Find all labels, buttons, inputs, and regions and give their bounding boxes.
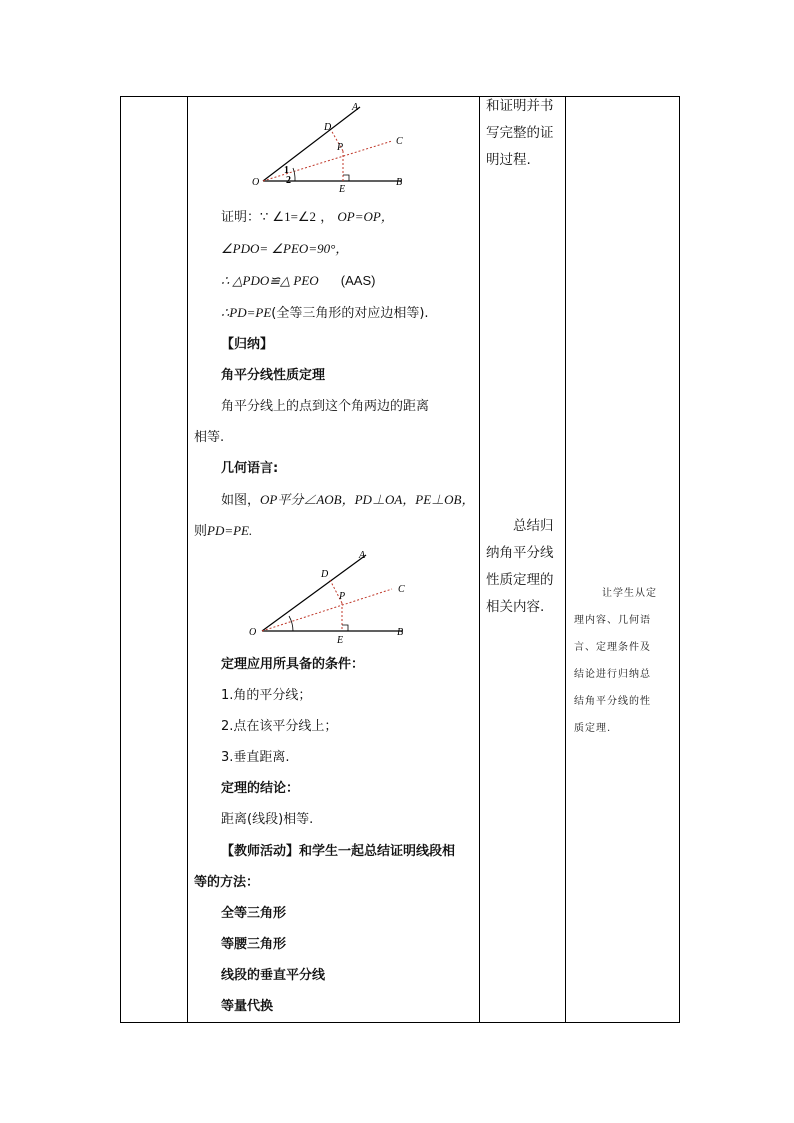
intent-text-line: 质定理. [574,723,612,734]
intent-text-line: 言、定理条件及 [574,642,651,653]
angle-bisector-figure-2 [249,547,415,645]
label-angle-1: 1 [284,165,289,176]
method-item: 等量代换 [221,999,274,1014]
conditions-heading: 定理应用所具备的条件： [221,657,365,672]
proof-angles: ∠1=∠2 [272,209,317,224]
label-a: A [359,550,366,561]
label-p: P [337,142,344,153]
intent-text-line: 理内容、几何语 [574,615,651,626]
proof-reason: (全等三角形的对应边相等). [271,306,429,321]
label-o: O [252,177,260,188]
right-angle-mark [343,175,349,181]
label-d: D [321,569,329,580]
theorem-title: 角平分线性质定理 [221,368,326,383]
student-text-line: 相关内容. [486,599,545,615]
student-text-line: 写完整的证 [486,125,554,141]
label-c: C [398,584,405,595]
label-a: A [352,102,359,113]
student-text-line: 纳角平分线 [486,545,554,561]
proof-label: 证明：∵ [221,210,269,225]
theorem-text-line-1: 角平分线上的点到这个角两边的距离 [221,399,430,414]
label-p: P [339,591,346,602]
design-intent-column [566,97,681,1022]
proof-line-4 [221,304,429,323]
student-text-line: 明过程. [486,152,531,168]
student-activity-column [480,97,565,1022]
proof-op: OP=OP， [337,209,394,224]
label-angle-2: 2 [286,175,291,186]
geometric-language-line-2 [194,522,252,541]
label-b: B [396,177,403,188]
ray-oc [263,141,392,181]
teacher-activity-line-2: 等的方法： [194,875,260,890]
proof-line-2: ∠PDO= ∠PEO=90°， [221,241,349,256]
proof-line-1 [221,208,394,227]
angle-arc [293,168,295,181]
method-item: 等腰三角形 [221,937,287,952]
geo-lang-result: PD=PE. [207,523,253,538]
geometric-language-line-1 [221,491,474,510]
condition-item: 3.垂直距离. [221,750,290,765]
student-text-line: 和证明并书 [486,98,554,114]
geo-lang-prefix: 如图， [221,493,261,508]
condition-item: 2.点在该平分线上； [221,719,338,734]
proof-congruent: ∴ △PDO≌△ PEO [221,273,319,288]
intent-text-line: 让学生从定 [602,588,657,599]
geometric-language-heading: 几何语言: [221,461,279,476]
geo-lang-then: 则 [194,524,208,539]
student-text-line: 总结归 [513,518,554,534]
label-e: E [339,184,346,193]
proof-separator: ， [320,210,334,225]
label-o: O [249,627,257,638]
right-angle-mark [342,625,348,631]
student-text-line: 性质定理的 [486,572,554,588]
condition-item: 1.角的平分线； [221,688,312,703]
geo-lang-math: OP平分∠AOB，PD⊥OA，PE⊥OB， [260,492,475,507]
label-c: C [396,136,403,147]
method-item: 线段的垂直平分线 [221,968,326,983]
conclusion-text: 距离(线段)相等. [221,812,314,827]
ray-oa [263,107,360,181]
label-e: E [337,635,344,645]
ray-oa [262,555,366,631]
summary-heading: 【归纳】 [221,337,274,352]
teacher-activity-line-1: 【教师活动】和学生一起总结证明线段相 [221,844,456,859]
lesson-table [120,96,680,1023]
proof-conclusion: ∴PD=PE [221,305,272,320]
method-item: 全等三角形 [221,906,287,921]
intent-text-line: 结论进行归纳总 [574,669,651,680]
proof-line-3 [221,272,375,291]
content-column [187,97,479,1022]
ray-oc [262,589,392,631]
theorem-text-line-2: 相等. [194,430,225,445]
angle-arc [289,616,293,631]
proof-aas: (AAS) [340,273,376,288]
label-b: B [397,627,404,638]
conclusion-heading: 定理的结论： [221,781,300,796]
intent-text-line: 结角平分线的性 [574,696,651,707]
label-d: D [324,122,332,133]
angle-bisector-figure-1 [252,101,412,193]
